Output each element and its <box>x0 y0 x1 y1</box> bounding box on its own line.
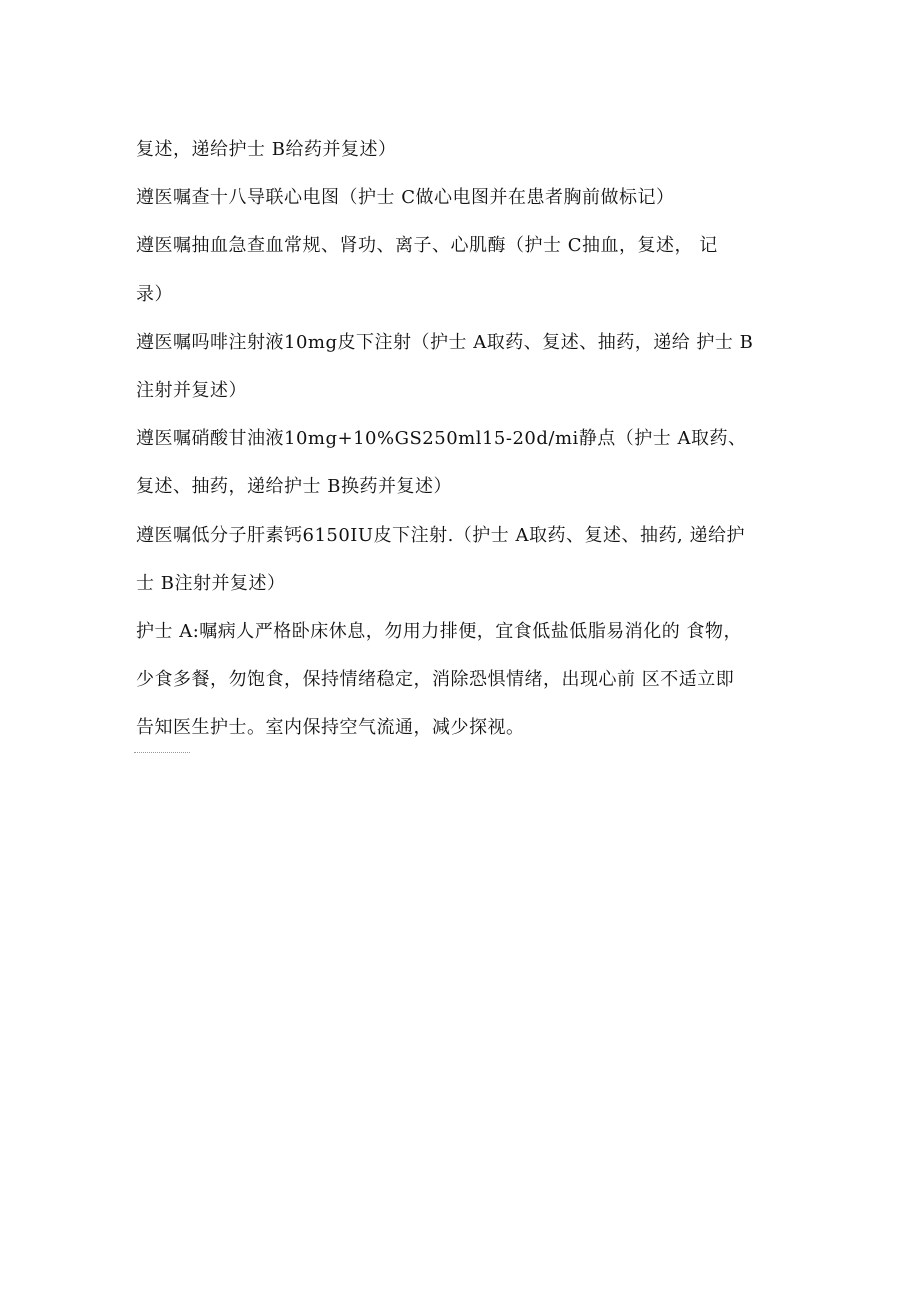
text-line: 遵医嘱吗啡注射液10mg皮下注射（护士 A取药、复述、抽药，递给 护士 B <box>136 331 754 353</box>
text-line: 少食多餐，勿饱食，保持情绪稳定，消除恐惧情绪，出现心前 区不适立即 <box>136 669 735 691</box>
text-line: 复述、抽药，递给护士 B换药并复述） <box>136 476 452 498</box>
text-line: 告知医生护士。室内保持空气流通，减少探视。 <box>136 717 525 739</box>
text-line: 录） <box>136 283 173 305</box>
text-line: 士 B注射并复述） <box>136 572 286 594</box>
document-body <box>136 126 776 753</box>
text-line: 复述，递给护士 B给药并复述） <box>136 139 397 160</box>
text-line: 护士 A:嘱病人严格卧床休息，勿用力排便，宜食低盐低脂易消化的 食物， <box>136 621 743 643</box>
text-line: 遵医嘱低分子肝素钙6150IU皮下注射.（护士 A取药、复述、抽药, 递给护 <box>136 524 745 546</box>
text-line: 遵医嘱抽血急查血常规、肾功、离子、心肌酶（护士 C抽血，复述， 记 <box>136 235 718 257</box>
text-line: 遵医嘱查十八导联心电图（护士 C做心电图并在患者胸前做标记） <box>136 187 675 209</box>
section-end-divider <box>134 752 190 753</box>
text-line: 注射并复述） <box>136 380 247 402</box>
text-line: 遵医嘱硝酸甘油液10mg+10%GS250ml15-20d/mi静点（护士 A取药、 <box>136 428 747 450</box>
